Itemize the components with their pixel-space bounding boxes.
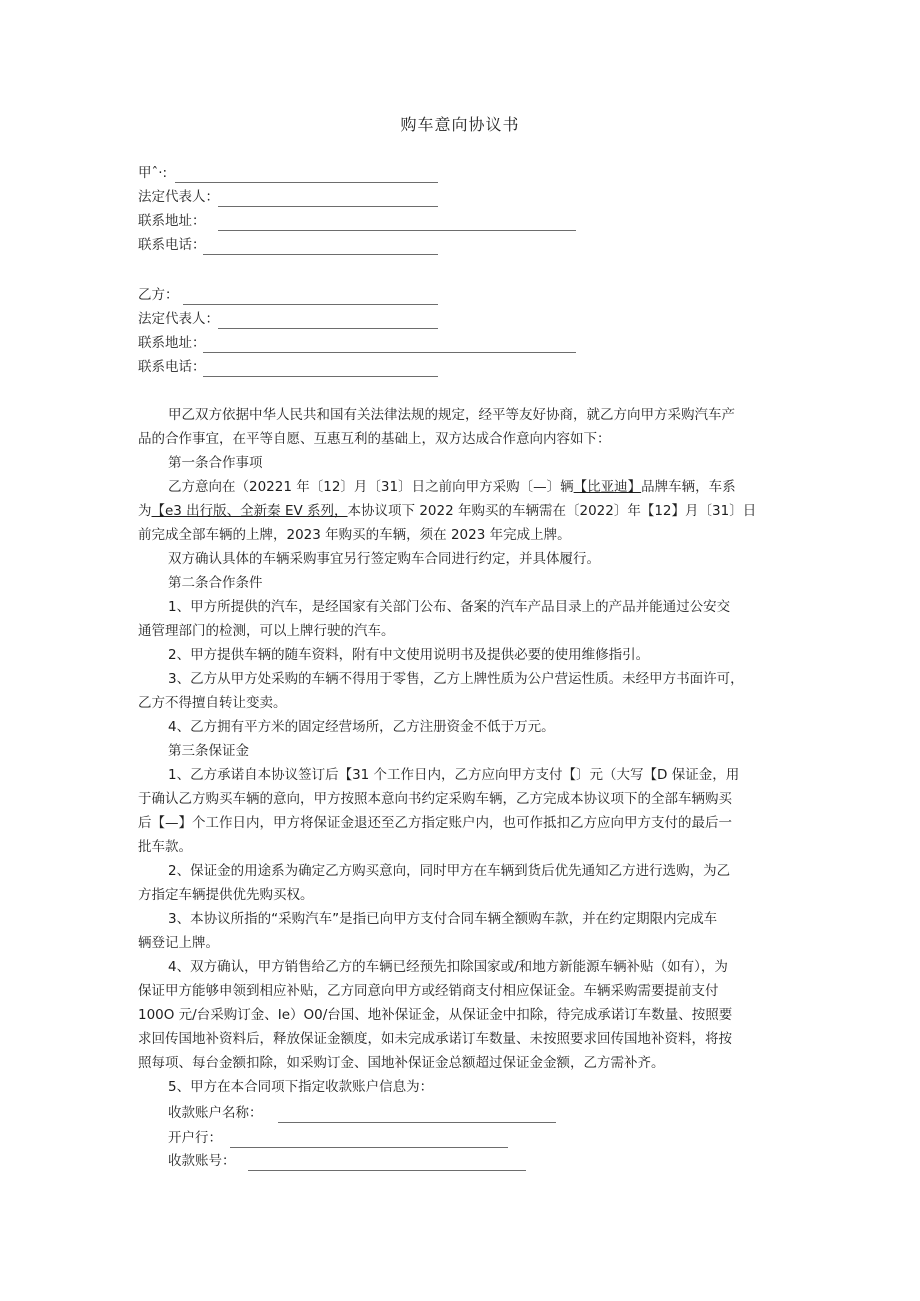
bank-label: 开户行：	[168, 1130, 222, 1146]
party-a-phone-label: 联系电话：	[138, 237, 206, 253]
article-3-clause-3-line-1: 3、本协议所指的“采购汽车”是指已向甲方支付合同车辆全额购车款，并在约定期限内完成车	[168, 911, 718, 927]
party-a-addr-label: 联系地址：	[138, 213, 206, 229]
article-3-clause-4-line-3: 100O 元/台采购订金、Ie）O0/台国、地补保证金，从保证金中扣除，待完成承诺订车数量、按照要	[138, 1007, 733, 1023]
article-1-para-1-line-2	[138, 499, 786, 523]
party-b-phone-label: 联系电话：	[138, 359, 206, 375]
article-3-title: 第三条保证金	[168, 743, 249, 759]
party-a-name-field[interactable]	[138, 163, 167, 183]
article-2-clause-3-line-1: 3、乙方从甲方处采购的车辆不得用于零售，乙方上牌性质为公户营运性质。未经甲方书面许可，	[168, 671, 744, 687]
party-a-rep-blank[interactable]	[218, 206, 438, 207]
article-1-para-1-line-1	[138, 475, 816, 499]
account-number-blank[interactable]	[248, 1170, 526, 1171]
document-title: 购车意向协议书	[400, 115, 520, 134]
article-3-clause-5: 5、甲方在本合同项下指定收款账户信息为：	[168, 1079, 434, 1095]
article-2-title: 第二条合作条件	[168, 575, 263, 591]
intro-line-1: 甲乙双方依据中华人民共和国有关法律法规的规定，经平等友好协商，就乙方向甲方采购汽车产	[168, 407, 735, 423]
party-b-rep-label: 法定代表人：	[138, 311, 219, 327]
account-name-label: 收款账户名称：	[168, 1105, 263, 1121]
party-b-rep-blank[interactable]	[218, 328, 438, 329]
article-2-clause-1-line-2: 通管理部门的检测，可以上牌行驶的汽车。	[138, 623, 395, 639]
party-b-name-label: 乙方：	[138, 287, 179, 303]
article-3-clause-1-line-2: 于确认乙方购买车辆的意向，甲方按照本意向书约定采购车辆，乙方完成本协议项下的全部车辆购买	[138, 791, 732, 807]
article-3-clause-4-line-4: 求回传国地补资料后，释放保证金额度，如未完成承诺订车数量、未按照要求回传国地补资料，将按	[138, 1031, 732, 1047]
party-a-addr-blank[interactable]	[218, 230, 576, 231]
account-number-field[interactable]	[168, 1151, 236, 1171]
party-a-phone-blank[interactable]	[203, 254, 438, 255]
article-1-text-b: 品牌车辆，车系	[641, 479, 736, 495]
article-1-text-a: 乙方意向在（20221 年〔12〕月〔31〕日之前向甲方采购〔—〕辆	[168, 479, 574, 495]
party-a-name-label: 甲ˆ·:	[138, 165, 168, 181]
party-b-addr-label: 联系地址：	[138, 335, 206, 351]
article-3-clause-3-line-2: 辆登记上牌。	[138, 935, 219, 951]
series-name: 【e3 出行版、全新秦 EV 系列，	[151, 503, 348, 519]
article-2-clause-2: 2、甲方提供车辆的随车资料，附有中文使用说明书及提供必要的使用维修指引。	[168, 647, 650, 663]
party-a-rep-label: 法定代表人：	[138, 189, 219, 205]
article-1-para-1-line-3: 前完成全部车辆的上牌，2023 年购买的车辆，须在 2023 年完成上牌。	[138, 527, 571, 543]
account-number-label: 收款账号：	[168, 1153, 236, 1169]
party-b-phone-blank[interactable]	[203, 376, 438, 377]
article-3-clause-1-line-4: 批车款。	[138, 839, 192, 855]
party-a-addr-field[interactable]	[138, 211, 206, 231]
article-3-clause-1-line-3: 后【—】个工作日内，甲方将保证金退还至乙方指定账户内，也可作抵扣乙方应向甲方支付的最后一	[138, 815, 732, 831]
article-2-clause-4: 4、乙方拥有平方米的固定经营场所，乙方注册资金不低于万元。	[168, 719, 555, 735]
article-1-title: 第一条合作事项	[168, 455, 263, 471]
party-a-phone-field[interactable]	[138, 235, 206, 255]
bank-blank[interactable]	[230, 1147, 508, 1148]
article-1-text-c: 为	[138, 503, 152, 519]
party-b-name-field[interactable]	[138, 285, 179, 305]
party-b-name-blank[interactable]	[183, 304, 438, 305]
article-1-text-d: 本协议项下 2022 年购买的车辆需在〔2022〕年【12】月〔31〕日	[347, 503, 757, 519]
intro-line-2: 品的合作事宜，在平等自愿、互惠互利的基础上，双方达成合作意向内容如下：	[138, 431, 611, 447]
party-b-addr-blank[interactable]	[203, 352, 576, 353]
article-3-clause-4-line-1: 4、双方确认，甲方销售给乙方的车辆已经预先扣除国家或/和地方新能源车辆补贴（如有），为	[168, 959, 728, 975]
party-b-rep-field[interactable]	[138, 309, 219, 329]
article-3-clause-2-line-1: 2、保证金的用途系为确定乙方购买意向，同时甲方在车辆到货后优先通知乙方进行选购，为乙	[168, 863, 731, 879]
party-a-rep-field[interactable]	[138, 187, 219, 207]
party-b-phone-field[interactable]	[138, 357, 206, 377]
brand-name: 【比亚迪】	[573, 479, 642, 495]
bank-field[interactable]	[168, 1128, 222, 1148]
article-3-clause-1-line-1: 1、乙方承诺自本协议签订后【31 个工作日内，乙方应向甲方支付【〕元（大写【D 保证金，用	[168, 767, 740, 783]
article-3-clause-4-line-5: 照每项、每台金额扣除，如采购订金、国地补保证金总额超过保证金金额，乙方需补齐。	[138, 1055, 665, 1071]
article-3-clause-4-line-2: 保证甲方能够申领到相应补贴，乙方同意向甲方或经销商支付相应保证金。车辆采购需要提前支付	[138, 983, 719, 999]
party-b-addr-field[interactable]	[138, 333, 206, 353]
article-2-clause-3-line-2: 乙方不得擅自转让变卖。	[138, 695, 287, 711]
account-name-field[interactable]	[168, 1103, 263, 1123]
account-name-blank[interactable]	[278, 1122, 556, 1123]
article-3-clause-2-line-2: 方指定车辆提供优先购买权。	[138, 887, 314, 903]
article-2-clause-1-line-1: 1、甲方所提供的汽车，是经国家有关部门公布、备案的汽车产品目录上的产品并能通过公安交	[168, 599, 731, 615]
party-a-name-blank[interactable]	[175, 182, 438, 183]
article-1-para-2: 双方确认具体的车辆采购事宜另行签定购车合同进行约定，并具体履行。	[168, 551, 600, 567]
